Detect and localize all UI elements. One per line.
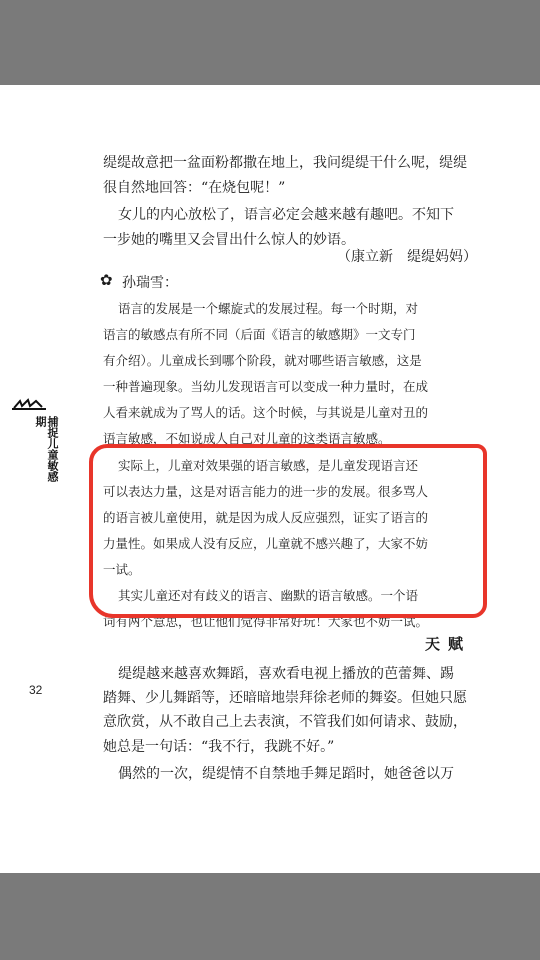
paragraph-line: 意欣赏，从不敢自己上去表演，不管我们如何请求、鼓励， — [103, 714, 467, 730]
side-header — [12, 398, 59, 488]
quote-line: 语言的发展是一个螺旋式的发展过程。每一个时期，对 — [118, 301, 419, 316]
paragraph-line: 踏舞、少儿舞蹈等，还暗暗地崇拜徐老师的舞姿。但她只愿 — [103, 690, 467, 706]
quote-line: 可以表达力量，这是对语言能力的进一步的发展。很多骂人 — [103, 484, 429, 499]
quote-line: 实际上，儿童对效果强的语言敏感，是儿童发现语言还 — [118, 458, 419, 473]
viewer-top-margin — [0, 0, 540, 85]
quote-line: 人看来就成为了骂人的话。这个时候，与其说是儿童对丑的 — [103, 405, 429, 420]
quote-line: 词有两个意思，也让他们觉得非常好玩！大家也不妨一试。 — [103, 614, 429, 629]
paragraph-line: 缇缇越来越喜欢舞蹈，喜欢看电视上播放的芭蕾舞、踢 — [118, 666, 454, 682]
paragraph-line: 她总是一句话：“我不行，我跳不好。” — [103, 739, 335, 755]
page-number: 32 — [29, 683, 43, 697]
quote-line: 一试。 — [103, 562, 141, 577]
quote-line: 的语言被儿童使用，就是因为成人反应强烈，证实了语言的 — [103, 510, 429, 525]
paragraph-line: 偶然的一次，缇缇情不自禁地手舞足蹈时，她爸爸以万 — [118, 766, 454, 782]
paragraph-line: 缇缇故意把一盆面粉都撒在地上，我问缇缇干什么呢，缇缇 — [103, 155, 467, 171]
flower-icon: ✿ — [100, 271, 113, 289]
quote-line: 一种普遍现象。当幼儿发现语言可以变成一种力量时，在成 — [103, 379, 429, 394]
side-book-title: 捕捉儿童敏感期 — [34, 416, 59, 482]
quote-author: 孙瑞雪： — [122, 275, 178, 291]
book-page — [0, 85, 540, 873]
paragraph-line: 一步她的嘴里又会冒出什么惊人的妙语。 — [103, 232, 355, 248]
quote-line: 语言敏感，不如说成人自己对儿童的这类语言敏感。 — [103, 431, 391, 446]
quote-line: 力量性。如果成人没有反应，儿童就不感兴趣了，大家不妨 — [103, 536, 429, 551]
series-logo-icon — [12, 398, 46, 412]
section-heading: 天赋 — [425, 635, 472, 653]
red-annotation-box — [89, 444, 487, 618]
paragraph-line: 很自然地回答：“在烧包呢！” — [103, 180, 286, 196]
quote-line: 语言的敏感点有所不同（后面《语言的敏感期》一文专门 — [103, 327, 416, 342]
paragraph-line: 女儿的内心放松了，语言必定会越来越有趣吧。不知下 — [118, 207, 454, 223]
signature: （康立新 缇缇妈妈） — [337, 249, 477, 265]
quote-line: 有介绍）。儿童成长到哪个阶段，就对哪些语言敏感，这是 — [103, 353, 422, 368]
quote-line: 其实儿童还对有歧义的语言、幽默的语言敏感。一个语 — [118, 588, 419, 603]
